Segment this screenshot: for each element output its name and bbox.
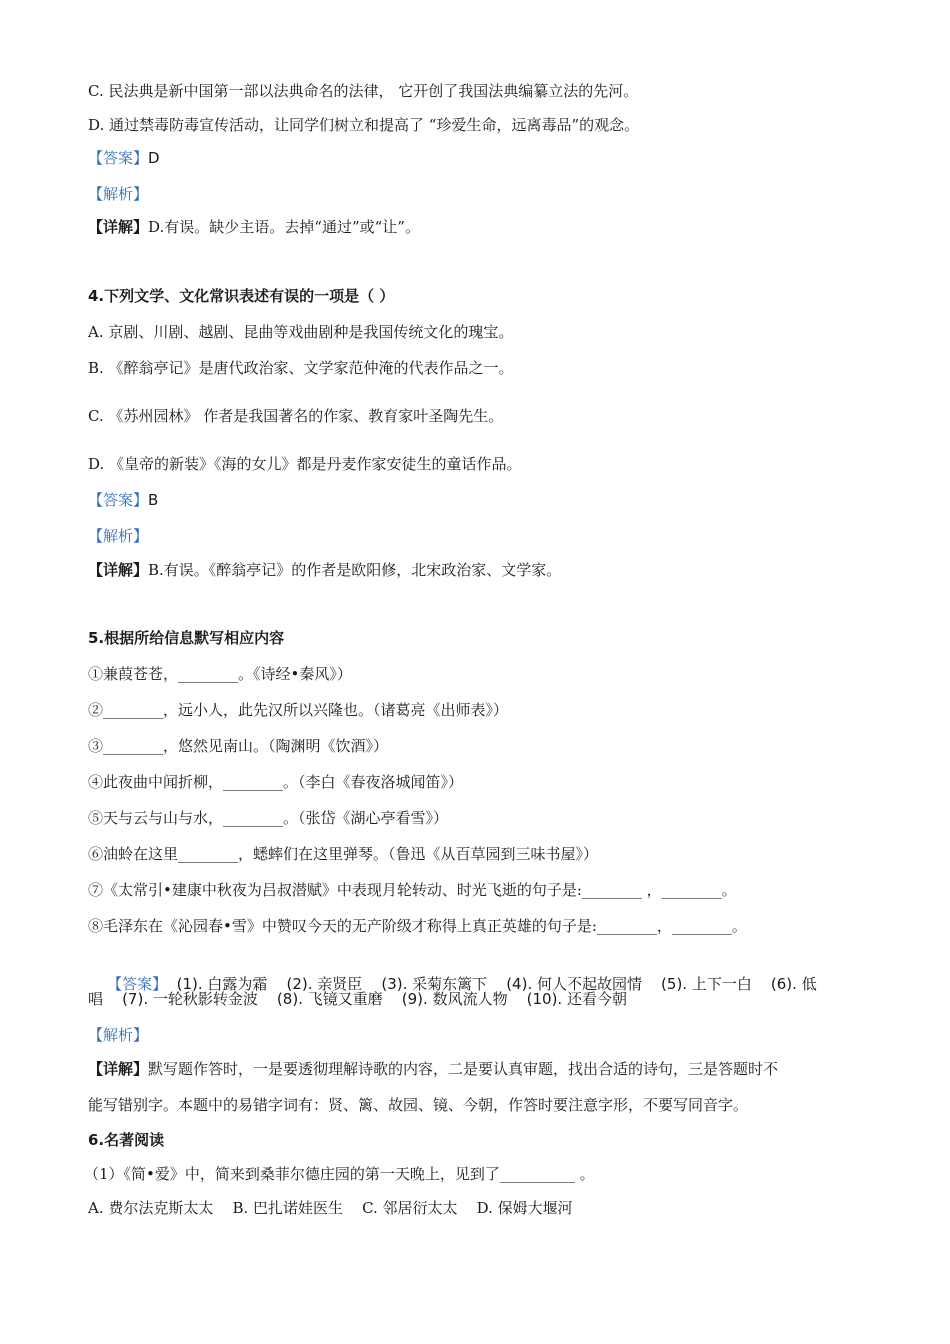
q5-item-3: ③________，悠然见南山。（陶渊明《饮酒》） <box>88 737 389 755</box>
prev-detail <box>88 216 420 238</box>
prev-answer <box>88 147 160 169</box>
answer-label: 【答案】 <box>88 491 149 509</box>
q4-option-a: A. 京剧、川剧、越剧、昆曲等戏曲剧种是我国传统文化的瑰宝。 <box>88 323 514 341</box>
detail-label: 【详解】 <box>88 1060 149 1078</box>
q6-stem: 6.名著阅读 <box>88 1131 165 1149</box>
q5-stem: 5.根据所给信息默写相应内容 <box>88 629 285 647</box>
q5-item-6: ⑥油蛉在这里________，蟋蟀们在这里弹琴。（鲁迅《从百草园到三味书屋》） <box>88 845 599 863</box>
answer-value: D <box>148 149 160 167</box>
q6-options: A. 费尔法克斯太太 B. 巴扎诺娃医生 C. 邻居衍太太 D. 保姆大堰河 <box>88 1199 573 1217</box>
detail-text: 默写题作答时，一是要透彻理解诗歌的内容，二是要认真审题，找出合适的诗句，三是答题时不 <box>148 1060 779 1078</box>
q4-option-d: D. 《皇帝的新装》《海的女儿》都是丹麦作家安徒生的童话作品。 <box>88 455 522 473</box>
prev-analysis-label: 【解析】 <box>88 185 149 203</box>
prev-option-d: D. 通过禁毒防毒宣传活动，让同学们树立和提高了 “珍爱生命，远离毒品”的观念。 <box>88 116 640 134</box>
detail-text: B.有误。《醉翁亭记》的作者是欧阳修，北宋政治家、文学家。 <box>148 561 562 579</box>
q6-sub1: （1）《简•爱》中，简来到桑菲尔德庄园的第一天晚上，见到了__________ 。 <box>84 1165 595 1183</box>
q4-stem: 4.下列文学、文化常识表述有误的一项是（ ） <box>88 287 395 305</box>
answer-label: 【答案】 <box>107 975 168 993</box>
q5-item-8: ⑧毛泽东在《沁园春•雪》中赞叹今天的无产阶级才称得上真正英雄的句子是:________，________。 <box>88 917 747 935</box>
answer-value: B <box>148 491 159 509</box>
answer-label: 【答案】 <box>88 149 149 167</box>
q4-option-b: B. 《醉翁亭记》是唐代政治家、文学家范仲淹的代表作品之一。 <box>88 359 514 377</box>
q4-option-c: C. 《苏州园林》 作者是我国著名的作家、教育家叶圣陶先生。 <box>88 407 504 425</box>
q5-item-1: ①兼葭苍苍，________。《诗经•秦风》） <box>88 665 352 683</box>
q5-item-2: ②________，远小人，此先汉所以兴隆也。（诸葛亮《出师表》） <box>88 701 509 719</box>
q5-analysis-label: 【解析】 <box>88 1026 149 1044</box>
q5-detail-line-1 <box>88 1058 778 1080</box>
q4-analysis-label: 【解析】 <box>88 527 149 545</box>
q4-answer <box>88 489 158 511</box>
answer-items-1: (1). 白露为霜 (2). 亲贤臣 (3). 采菊东篱下 (4). 何人不起故园情 (5). 上下一白 (6). 低 <box>167 975 817 993</box>
q5-item-7: ⑦《太常引•建康中秋夜为吕叔潜赋》中表现月轮转动、时光飞逝的句子是:________ ，________。 <box>88 881 737 899</box>
q4-detail <box>88 559 561 581</box>
detail-label: 【详解】 <box>88 561 149 579</box>
q5-item-5: ⑤天与云与山与水，________。（张岱《湖心亭看雪》） <box>88 809 449 827</box>
prev-option-c: C. 民法典是新中国第一部以法典命名的法律， 它开创了我国法典编纂立法的先河。 <box>88 82 639 100</box>
q5-answer-line-2: 唱 (7). 一轮秋影转金波 (8). 飞镜又重磨 (9). 数风流人物 (10). 还看今朝 <box>88 990 627 1008</box>
detail-label: 【详解】 <box>88 218 149 236</box>
detail-text: D.有误。缺少主语。去掉“通过”或“让”。 <box>148 218 420 236</box>
q5-item-4: ④此夜曲中闻折柳，________。（李白《春夜洛城闻笛》） <box>88 773 464 791</box>
q5-detail-line-2: 能写错别字。本题中的易错字词有：贤、篱、故园、镜、今朝，作答时要注意字形，不要写同音字。 <box>88 1096 749 1114</box>
